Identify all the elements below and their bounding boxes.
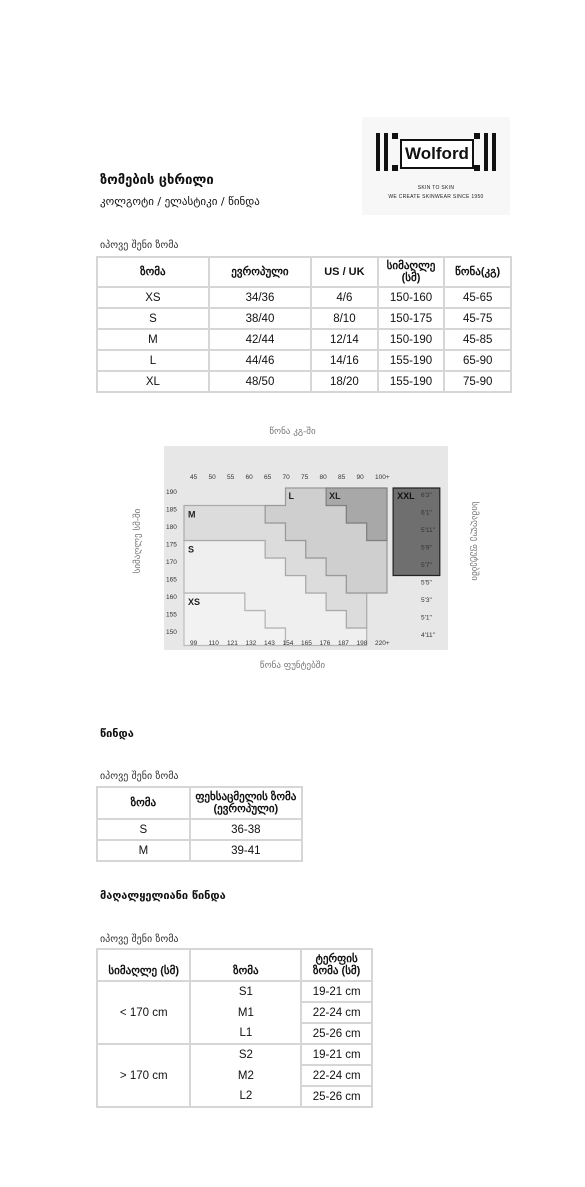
cell: 150-190 <box>378 329 445 350</box>
top-tick-label: 55 <box>227 474 235 481</box>
cell: 36-38 <box>190 819 302 840</box>
top-tick-label: 100+ <box>375 474 390 481</box>
top-tick-label: 80 <box>319 474 327 481</box>
cell: 45-75 <box>444 308 511 329</box>
knee-socks-title: მაღალყელიანი წინდა <box>100 889 226 902</box>
cell: 39-41 <box>190 840 302 861</box>
right-tick-label: 6'1" <box>421 509 432 517</box>
socks-table-header <box>97 787 302 819</box>
height-group-cell: < 170 cm <box>97 981 190 1044</box>
top-tick-label: 50 <box>208 474 216 481</box>
table-row <box>97 981 372 1002</box>
header-height: სიმაღლე (სმ) <box>378 257 445 287</box>
size-zone-label: S <box>188 544 195 555</box>
cell: 45-85 <box>444 329 511 350</box>
top-tick-label: 65 <box>264 474 272 481</box>
cell: 48/50 <box>209 371 311 392</box>
cell: 12/14 <box>311 329 378 350</box>
cell: M <box>97 329 209 350</box>
right-tick-label: 5'1" <box>421 614 432 622</box>
cell: S <box>97 308 209 329</box>
cell: S2 <box>190 1044 301 1065</box>
left-tick-label: 185 <box>166 506 177 514</box>
bottom-tick-label: 176 <box>319 640 331 647</box>
right-tick-label: 5'11" <box>421 527 435 534</box>
left-tick-label: 165 <box>166 576 177 584</box>
brand-logo <box>362 117 510 215</box>
bottom-tick-label: 187 <box>338 640 349 647</box>
cell: 19-21 cm <box>301 981 372 1002</box>
table-row <box>97 350 511 371</box>
table-row <box>97 371 511 392</box>
right-tick-label: 5'3" <box>421 597 432 604</box>
logo-right-bracket-icon <box>474 133 496 171</box>
cell: S1 <box>190 981 301 1002</box>
table-row <box>97 308 511 329</box>
cell: 34/36 <box>209 287 311 308</box>
right-tick-label: 4'11" <box>421 632 435 639</box>
chart-bottom-label: წონა ფუნტებში <box>259 661 326 671</box>
size-zone-label: XXL <box>397 491 415 501</box>
cell: 150-175 <box>378 308 445 329</box>
cell: 4/6 <box>311 287 378 308</box>
right-tick-label: 5'7" <box>421 562 432 569</box>
size-chart <box>164 446 448 650</box>
header-foot-size: ტერფის ზომა (სმ) <box>301 949 372 981</box>
top-tick-label: 75 <box>301 474 309 481</box>
header-height: სიმაღლე (სმ) <box>97 949 190 981</box>
cell: 44/46 <box>209 350 311 371</box>
size-table-header <box>97 257 511 287</box>
size-zone-label: XL <box>329 491 341 501</box>
cell: 65-90 <box>444 350 511 371</box>
cell: 42/44 <box>209 329 311 350</box>
top-tick-label: 45 <box>190 474 198 481</box>
cell: 22-24 cm <box>301 1002 372 1023</box>
bottom-tick-label: 165 <box>301 640 312 647</box>
bottom-tick-label: 220+ <box>375 640 390 647</box>
cell: 25-26 cm <box>301 1086 372 1107</box>
chart-left-label: სიმაღლე სმ-ში <box>133 508 143 574</box>
size-table <box>96 256 512 393</box>
cell: 22-24 cm <box>301 1065 372 1086</box>
bottom-tick-label: 110 <box>208 640 219 647</box>
chart-right-label: სიმაღლე ფუტებში <box>469 501 479 581</box>
left-tick-label: 175 <box>166 541 177 549</box>
socks-table <box>96 786 303 862</box>
cell: 75-90 <box>444 371 511 392</box>
size-table-caption: იპოვე შენი ზომა <box>100 240 179 251</box>
table-row <box>97 1044 372 1065</box>
header-size: ზომა <box>97 787 190 819</box>
table-row <box>97 329 511 350</box>
size-zone-label: L <box>288 491 294 501</box>
cell: 150-160 <box>378 287 445 308</box>
chart-top-label: წონა კგ-ში <box>269 427 316 437</box>
logo-left-bracket-icon <box>376 133 398 171</box>
cell: M2 <box>190 1065 301 1086</box>
socks-caption: იპოვე შენი ზომა <box>100 771 179 782</box>
right-tick-label: 5'5" <box>421 579 432 587</box>
cell: 38/40 <box>209 308 311 329</box>
header-size: ზომა <box>97 257 209 287</box>
table-row <box>97 840 302 861</box>
logo-wordmark: Wolford <box>400 139 474 169</box>
bottom-tick-label: 132 <box>245 640 257 647</box>
left-tick-label: 155 <box>166 611 177 619</box>
cell: L <box>97 350 209 371</box>
left-tick-label: 180 <box>166 524 177 531</box>
logo-tagline-1: SKIN TO SKIN <box>417 185 455 191</box>
cell: 155-190 <box>378 350 445 371</box>
bottom-tick-label: 143 <box>264 640 275 647</box>
left-tick-label: 150 <box>166 629 177 636</box>
right-tick-label: 6'3" <box>421 492 432 499</box>
size-zone-label: XS <box>188 597 201 607</box>
left-tick-label: 160 <box>166 594 177 601</box>
bottom-tick-label: 121 <box>227 640 238 647</box>
bottom-tick-label: 154 <box>282 640 294 647</box>
header-weight: წონა(კგ) <box>444 257 511 287</box>
top-tick-label: 60 <box>245 474 253 481</box>
cell: M1 <box>190 1002 301 1023</box>
knee-socks-table-header <box>97 949 372 981</box>
knee-socks-caption: იპოვე შენი ზომა <box>100 934 179 945</box>
cell: XS <box>97 287 209 308</box>
bottom-tick-label: 198 <box>356 640 368 647</box>
size-zone-label: M <box>188 509 196 520</box>
cell: 19-21 cm <box>301 1044 372 1065</box>
logo-tagline-2: WE CREATE SKINWEAR SINCE 1950 <box>388 194 484 200</box>
header-european: ევროპული <box>209 257 311 287</box>
table-row <box>97 287 511 308</box>
top-tick-label: 90 <box>356 474 364 481</box>
bottom-tick-label: 99 <box>190 640 198 647</box>
header-shoe-size: ფეხსაცმელის ზომა (ევროპული) <box>190 787 302 819</box>
cell: L2 <box>190 1086 301 1107</box>
cell: XL <box>97 371 209 392</box>
page-title: ზომების ცხრილი <box>100 173 214 188</box>
cell: S <box>97 819 190 840</box>
cell: 155-190 <box>378 371 445 392</box>
top-tick-label: 85 <box>338 474 346 481</box>
height-group-cell: > 170 cm <box>97 1044 190 1107</box>
table-row <box>97 819 302 840</box>
header-size: ზომა <box>190 949 301 981</box>
cell: 25-26 cm <box>301 1023 372 1044</box>
right-tick-label: 5'9" <box>421 544 432 552</box>
page-subtitle: კოლგოტი / ელასტიკი / წინდა <box>100 195 260 208</box>
socks-title: წინდა <box>100 727 134 740</box>
knee-socks-table <box>96 948 373 1108</box>
cell: 45-65 <box>444 287 511 308</box>
cell: 18/20 <box>311 371 378 392</box>
cell: 8/10 <box>311 308 378 329</box>
left-tick-label: 190 <box>166 489 177 496</box>
cell: M <box>97 840 190 861</box>
cell: L1 <box>190 1023 301 1044</box>
top-tick-label: 70 <box>282 474 290 481</box>
cell: 14/16 <box>311 350 378 371</box>
left-tick-label: 170 <box>166 559 177 566</box>
header-us-uk: US / UK <box>311 257 378 287</box>
